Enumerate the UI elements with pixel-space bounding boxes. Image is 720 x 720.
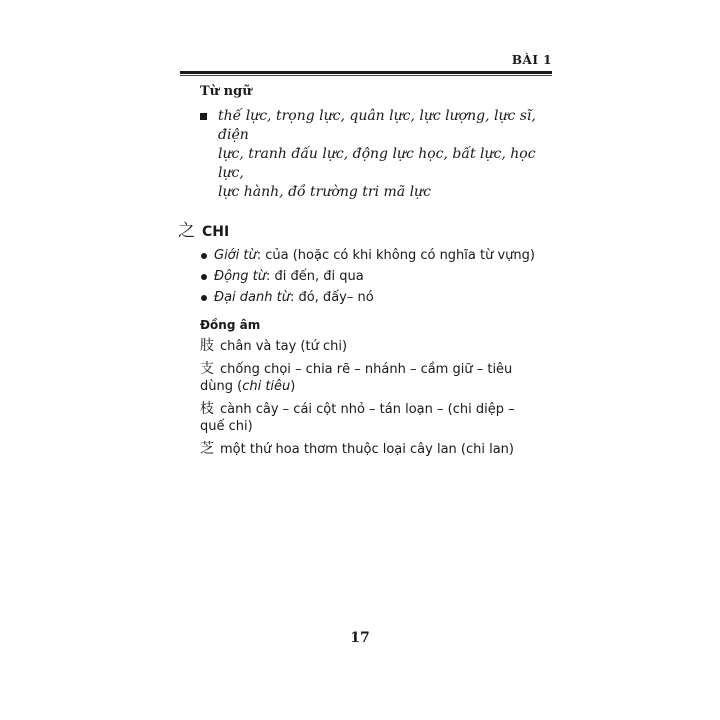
definition-term: Giới từ: [214, 248, 257, 263]
homophone-text: cành cây – cái cột nhỏ – tán loạn – (chi diệp –: [220, 402, 515, 417]
homophone-text: một thứ hoa thơm thuộc loại cây lan (chi lan): [220, 442, 514, 457]
bullet-icon: [201, 274, 207, 280]
header-rule-thin: [180, 75, 552, 76]
homophone-text: dùng (: [200, 379, 243, 394]
homophone-continuation: [200, 378, 558, 395]
homophone-han-character: 枝: [200, 401, 214, 417]
definition-text: : đó, đấy– nó: [289, 290, 374, 305]
homophone-italic-term: chi tiêu: [242, 379, 291, 394]
lesson-label: BÀI 1: [511, 53, 552, 67]
header-rule: [180, 71, 552, 74]
vocabulary-list: [200, 107, 558, 202]
homophone-item: [200, 441, 558, 458]
homophone-continuation: quế chi): [200, 419, 253, 434]
vocabulary-line: lực, tranh đấu lực, động lực học, bất lực, học lực,: [218, 146, 536, 181]
definition-item: [200, 287, 558, 308]
definition-list: [200, 245, 558, 308]
definition-text: : của (hoặc có khi không có nghĩa từ vựng): [256, 248, 535, 263]
homophone-item: [200, 361, 558, 395]
entry-han-character: 之: [178, 221, 195, 241]
vocabulary-title: Từ ngữ: [200, 84, 252, 99]
homophone-text: chống chọi – chia rẽ – nhánh – cầm giữ – tiêu: [220, 362, 513, 377]
vocabulary-line: lực hành, đồ trường tri mã lực: [218, 184, 431, 200]
bullet-icon: [201, 295, 207, 301]
homophone-text: ): [290, 379, 296, 394]
homophone-han-character: 肢: [200, 338, 214, 354]
entry-title: CHI: [202, 224, 230, 240]
page-number: 17: [350, 630, 370, 646]
homophones-title: Đồng âm: [200, 318, 261, 332]
definition-term: Đại danh từ: [214, 290, 290, 305]
homophone-item: [200, 338, 558, 355]
definition-text: : đi đến, đi qua: [266, 269, 364, 284]
vocabulary-line: thế lực, trọng lực, quân lực, lực lượng, lực sĩ, điện: [218, 108, 536, 143]
entry-heading: [178, 216, 558, 241]
homophone-han-character: 芝: [200, 441, 214, 457]
definition-term: Động từ: [214, 269, 266, 284]
homophone-text: chân và tay (tứ chi): [220, 339, 348, 354]
definition-item: [200, 266, 558, 287]
bullet-icon: [201, 253, 207, 259]
square-bullet-icon: [200, 113, 207, 120]
homophone-item: [200, 401, 558, 435]
definition-item: [200, 245, 558, 266]
homophone-han-character: 支: [200, 361, 214, 377]
page-content: [178, 84, 558, 464]
